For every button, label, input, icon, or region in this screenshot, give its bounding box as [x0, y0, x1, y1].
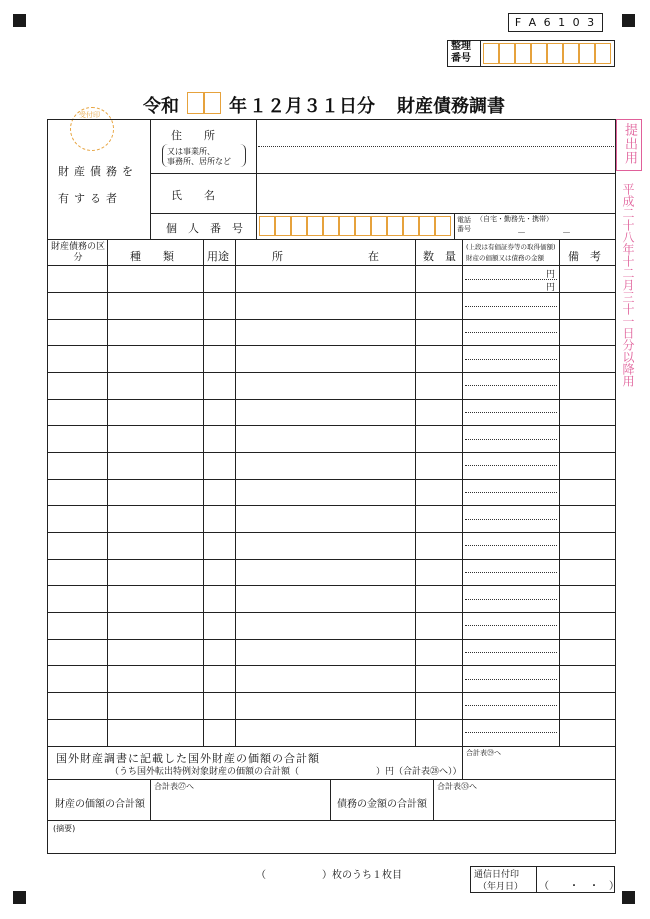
- sheet-count-text: ）枚のうち１枚目: [322, 870, 402, 881]
- title-date: １２月３１日分: [249, 96, 375, 117]
- col-header-location-a: 所: [272, 250, 283, 263]
- phone-label: 電話 番号: [457, 216, 471, 233]
- col-header-use: 用途: [207, 250, 229, 263]
- foreign-exit-label: （うち国外転出特例対象財産の価額の合計額（: [110, 767, 300, 777]
- yen-unit-2: 円: [546, 283, 556, 293]
- summary-label: (摘要): [53, 824, 76, 833]
- sheet-count-open: （: [256, 870, 266, 881]
- debt-total-label: 債務の金額の合計額: [337, 799, 427, 810]
- registration-mark-top-left: [13, 14, 26, 27]
- phone-note: （自宅・勤務先・携帯）: [476, 215, 553, 223]
- postmark-label-2: （年月日）: [478, 882, 524, 892]
- form-code-box: F A 6 1 0 3: [508, 13, 603, 32]
- foreign-total-label: 国外財産調書に記載した国外財産の価額の合計額: [56, 752, 320, 765]
- foreign-total-ref: 合計表㉙へ: [466, 749, 501, 757]
- address-label: 住 所: [171, 129, 215, 142]
- year-input[interactable]: [187, 92, 221, 114]
- foreign-exit-label-end: ）円（合計表㉘へ））: [376, 767, 462, 777]
- asset-total-ref: 合計表㉗へ: [154, 782, 194, 791]
- phone-input[interactable]: － －: [517, 229, 572, 239]
- address-note-1: 又は事業所、: [167, 147, 215, 156]
- name-label: 氏 名: [171, 189, 215, 202]
- registration-mark-bottom-right: [622, 891, 635, 904]
- debt-total-ref: 合計表㉝へ: [437, 782, 477, 791]
- seiri-number-cells[interactable]: [483, 43, 611, 64]
- asset-total-label: 財産の価額の合計額: [55, 799, 145, 810]
- registration-mark-bottom-left: [13, 891, 26, 904]
- reception-stamp-label: 受付印: [79, 111, 100, 119]
- col-header-category: 財産債務の区分: [50, 242, 105, 263]
- holder-label: 財産債務を有する者: [58, 165, 138, 205]
- yen-unit-1: 円: [546, 270, 556, 280]
- page-title: 財産債務調書: [397, 96, 505, 117]
- registration-mark-top-right: [622, 14, 635, 27]
- name-input[interactable]: [258, 176, 614, 211]
- address-input-line[interactable]: [258, 146, 614, 147]
- postmark-date-input[interactable]: （ ・ ・ ）: [539, 881, 619, 892]
- my-number-label: 個 人 番 号: [166, 222, 243, 235]
- submission-label: 提出用: [622, 123, 637, 165]
- my-number-input[interactable]: [259, 216, 451, 236]
- col-header-location-b: 在: [368, 250, 379, 263]
- col-header-value: 財産の価額又は債務の金額: [466, 254, 544, 262]
- address-note-2: 事務所、居所など: [167, 157, 231, 166]
- col-header-value-note: (上段は有価証券等の取得価額): [466, 243, 556, 251]
- title-era: 令和: [143, 96, 179, 117]
- postmark-label-1: 通信日付印: [474, 870, 520, 880]
- seiri-number-label: 整理 番号: [451, 41, 471, 64]
- col-header-kind: 種 類: [130, 250, 174, 263]
- col-header-quantity: 数 量: [423, 250, 456, 263]
- submission-period: 平成二十八年十二月三十一日分以降用: [621, 183, 635, 387]
- title-year-suffix: 年: [229, 96, 247, 117]
- col-header-remarks: 備 考: [568, 250, 601, 263]
